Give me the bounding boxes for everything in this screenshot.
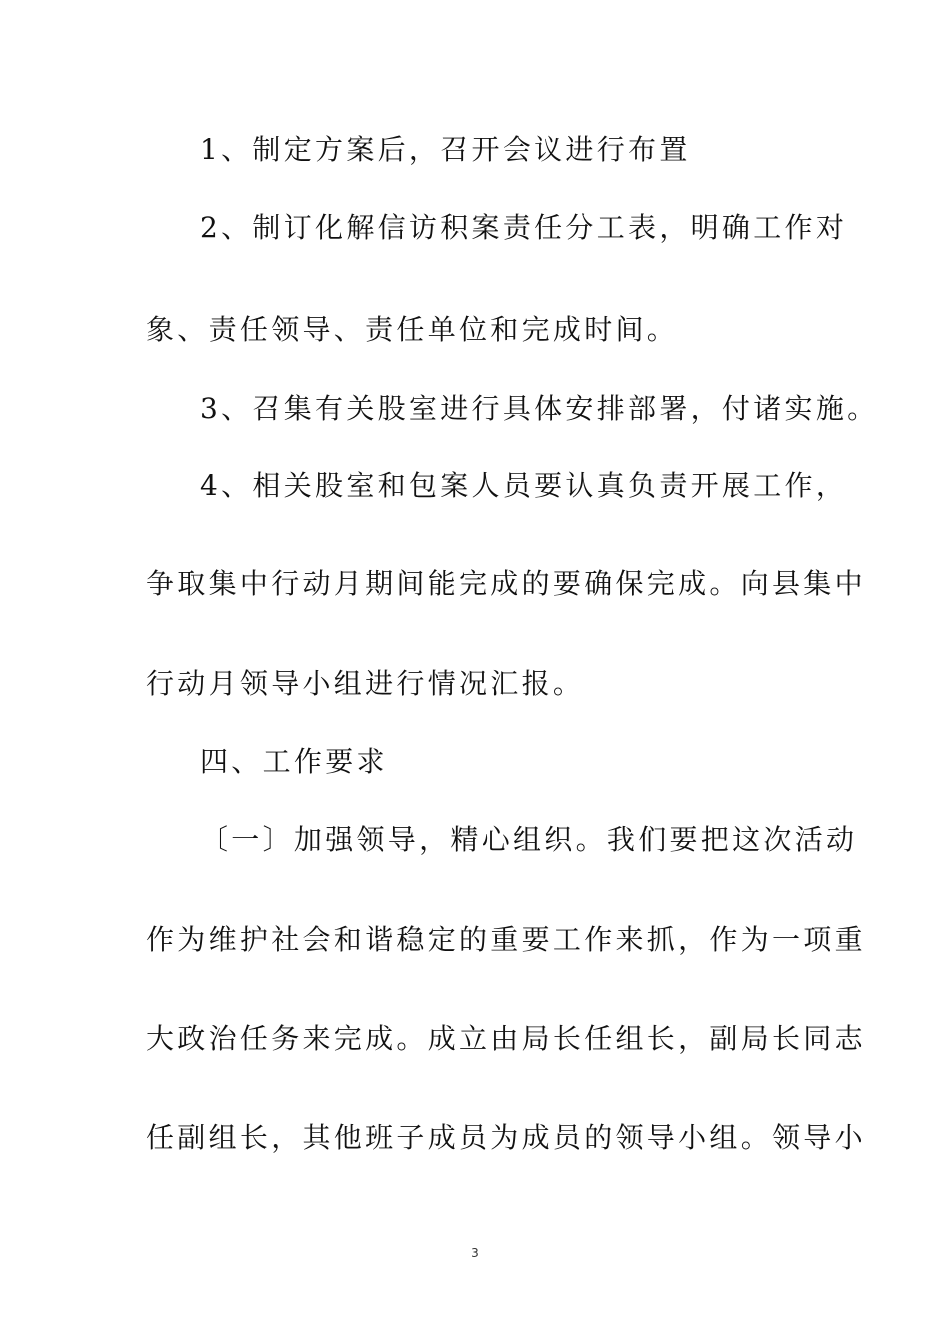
text-line-9: 〔一〕加强领导，精心组织。我们要把这次活动 <box>200 823 858 856</box>
text-line-11: 大政治任务来完成。成立由局长任组长，副局长同志 <box>146 1022 866 1055</box>
text-line-7: 行动月领导小组进行情况汇报。 <box>146 667 585 700</box>
section-heading: 四、工作要求 <box>200 745 388 778</box>
text-line-12: 任副组长，其他班子成员为成员的领导小组。领导小 <box>146 1121 866 1154</box>
text-line-6: 争取集中行动月期间能完成的要确保完成。向县集中 <box>146 567 866 600</box>
text-line-5: 4、相关股室和包案人员要认真负责开展工作， <box>200 469 848 502</box>
text-line-2: 2、制订化解信访积案责任分工表，明确工作对 <box>200 211 848 244</box>
page-number: 3 <box>471 1246 479 1260</box>
text-line-3: 象、责任领导、责任单位和完成时间。 <box>146 313 679 346</box>
text-line-1: 1、制定方案后，召开会议进行布置 <box>200 133 691 166</box>
text-line-10: 作为维护社会和谐稳定的重要工作来抓，作为一项重 <box>146 923 866 956</box>
text-line-4: 3、召集有关股室进行具体安排部署，付诸实施。 <box>200 392 879 425</box>
